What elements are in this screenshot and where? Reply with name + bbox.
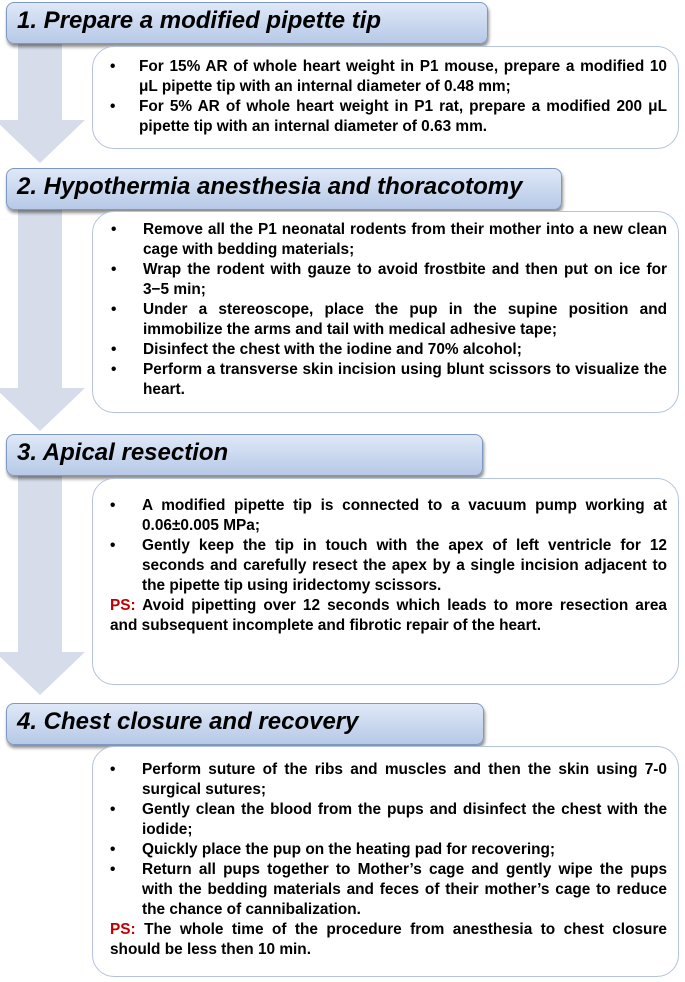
- bullet-icon: •: [110, 861, 116, 878]
- bullet-icon: •: [110, 841, 116, 858]
- flow-arrow-2: [0, 198, 85, 431]
- step-4-box: [92, 746, 679, 977]
- list-item: • Quickly place the pup on the heating pad for recovering;: [110, 841, 556, 858]
- list-item: • A modified pipette tip is connected to a vacuum pump working at 0.06±0.005 MPa;: [110, 497, 667, 534]
- flow-arrow-3: [0, 470, 85, 695]
- step-1-list: [110, 57, 667, 137]
- step-3-header: [6, 434, 483, 476]
- ps-text: The whole time of the procedure from anesthesia to chest closure should be less then 10 min.: [110, 921, 667, 958]
- list-item: • For 15% AR of whole heart weight in P1 mouse, prepare a modified 10 μL pipette tip with an internal diameter of 0.48 mm;: [110, 58, 667, 95]
- bullet-icon: •: [110, 801, 116, 818]
- list-item: • Wrap the rodent with gauze to avoid frostbite and then put on ice for 3−5 min;: [111, 261, 667, 298]
- step-3-box: [92, 478, 679, 685]
- step-2-title: 2. Hypothermia anesthesia and thoracotomy: [17, 173, 523, 200]
- bullet-icon: •: [110, 537, 116, 554]
- step-1-title: 1. Prepare a modified pipette tip: [17, 7, 382, 34]
- list-item: • Gently clean the blood from the pups and disinfect the chest with the iodide;: [110, 801, 667, 838]
- step-4-header: [6, 703, 484, 745]
- step-2-list: [111, 220, 667, 400]
- list-item: • Perform suture of the ribs and muscles and then the skin using 7-0 surgical sutures;: [110, 761, 667, 798]
- step-4-ps-note: [110, 920, 667, 960]
- step-4-title: 4. Chest closure and recovery: [17, 708, 359, 735]
- list-item: • Under a stereoscope, place the pup in the supine position and immobilize the arms and tail with medical adhesive tape;: [111, 301, 667, 338]
- step-1-header: [6, 2, 488, 44]
- step-2-header: [6, 168, 562, 210]
- bullet-icon: •: [111, 221, 117, 238]
- bullet-icon: •: [111, 301, 117, 318]
- step-3-list: [110, 496, 667, 596]
- ps-label: PS:: [110, 597, 136, 614]
- flow-arrow-1: [0, 38, 85, 163]
- step-2-box: [92, 211, 679, 413]
- bullet-icon: •: [111, 261, 117, 278]
- bullet-icon: •: [111, 341, 117, 358]
- list-item: • For 5% AR of whole heart weight in P1 rat, prepare a modified 200 μL pipette tip with an internal diameter of 0.63 mm.: [110, 98, 667, 135]
- list-item: • Disinfect the chest with the iodine and 70% alcohol;: [111, 341, 522, 358]
- bullet-icon: •: [110, 497, 116, 514]
- list-item: • Return all pups together to Mother’s cage and gently wipe the pups with the bedding materials and feces of their mother’s cage to reduce the chance of cannibalization.: [110, 861, 667, 918]
- step-1-box: [92, 46, 679, 149]
- step-4-list: [110, 760, 667, 920]
- bullet-icon: •: [110, 98, 116, 115]
- ps-label: PS:: [110, 921, 136, 938]
- list-item: • Gently keep the tip in touch with the apex of left ventricle for 12 seconds and carefully resect the apex by a single incision adjacent to the pipette tip using iridectomy scissors.: [110, 537, 667, 594]
- bullet-icon: •: [110, 761, 116, 778]
- list-item: • Perform a transverse skin incision using blunt scissors to visualize the heart.: [111, 361, 667, 398]
- list-item: • Remove all the P1 neonatal rodents from their mother into a new clean cage with bedding materials;: [111, 221, 667, 258]
- bullet-icon: •: [110, 58, 116, 75]
- bullet-icon: •: [111, 361, 117, 378]
- step-3-ps-note: [110, 596, 667, 636]
- step-3-title: 3. Apical resection: [17, 439, 229, 466]
- ps-text: Avoid pipetting over 12 seconds which leads to more resection area and subsequent incomplete and fibrotic repair of the heart.: [110, 597, 667, 634]
